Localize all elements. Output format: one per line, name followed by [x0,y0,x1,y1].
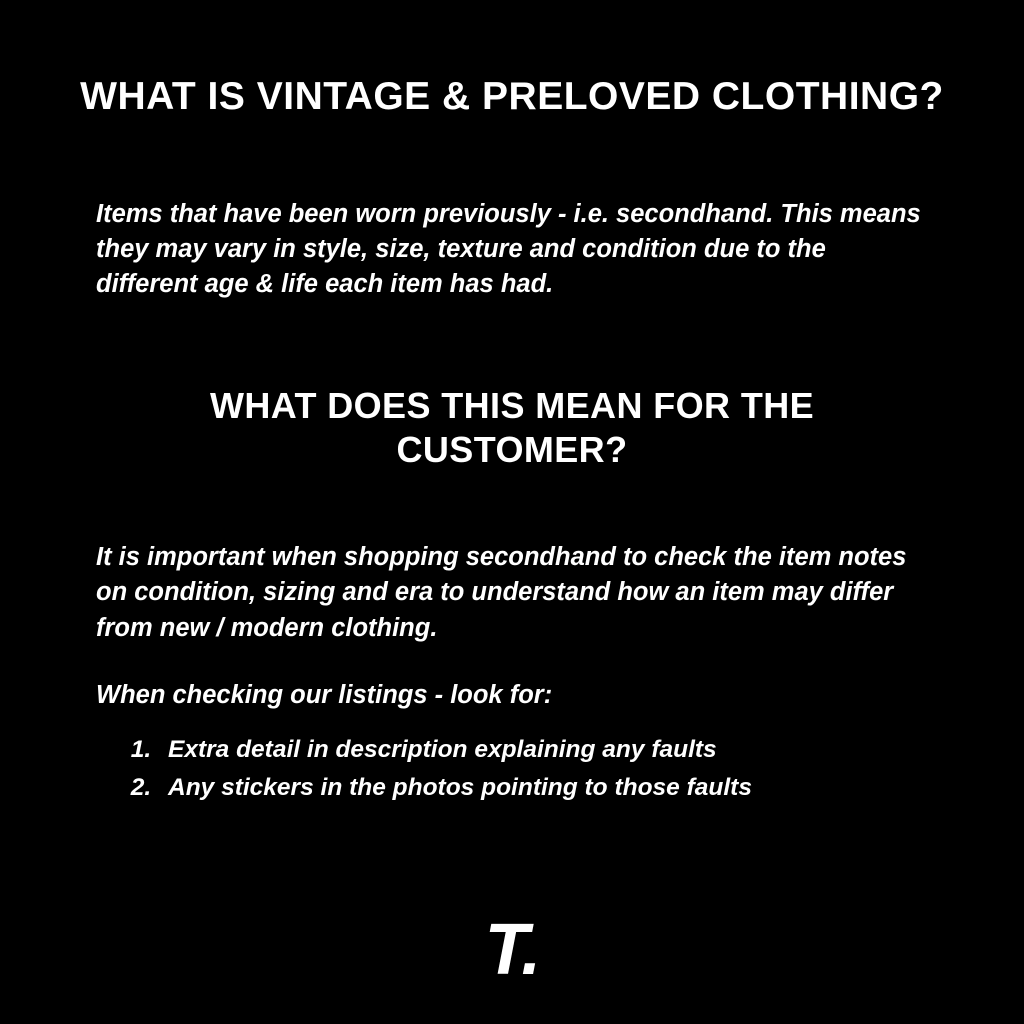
brand-logo: T. [484,910,540,990]
advice-paragraph: It is important when shopping secondhand to check the item notes on condition, sizing and era to understand how an item may differ from new / modern clothing. [96,543,907,642]
checklist [0,731,1024,807]
footer-logo-area [0,910,1024,990]
definition-paragraph: Items that have been worn previously - i.e. secondhand. This means they may vary in style, size, texture and condition due to the different age & life each item has had. [96,199,921,299]
page-title: WHAT IS VINTAGE & PRELOVED CLOTHING? [80,75,944,118]
list-item: 2. Any stickers in the photos pointing to those faults [158,769,964,807]
lead-in-paragraph: When checking our listings - look for: [96,680,553,709]
list-item: 1. Extra detail in description explaining any faults [158,731,964,769]
section-heading-customer: WHAT DOES THIS MEAN FOR THE CUSTOMER? [209,385,815,471]
